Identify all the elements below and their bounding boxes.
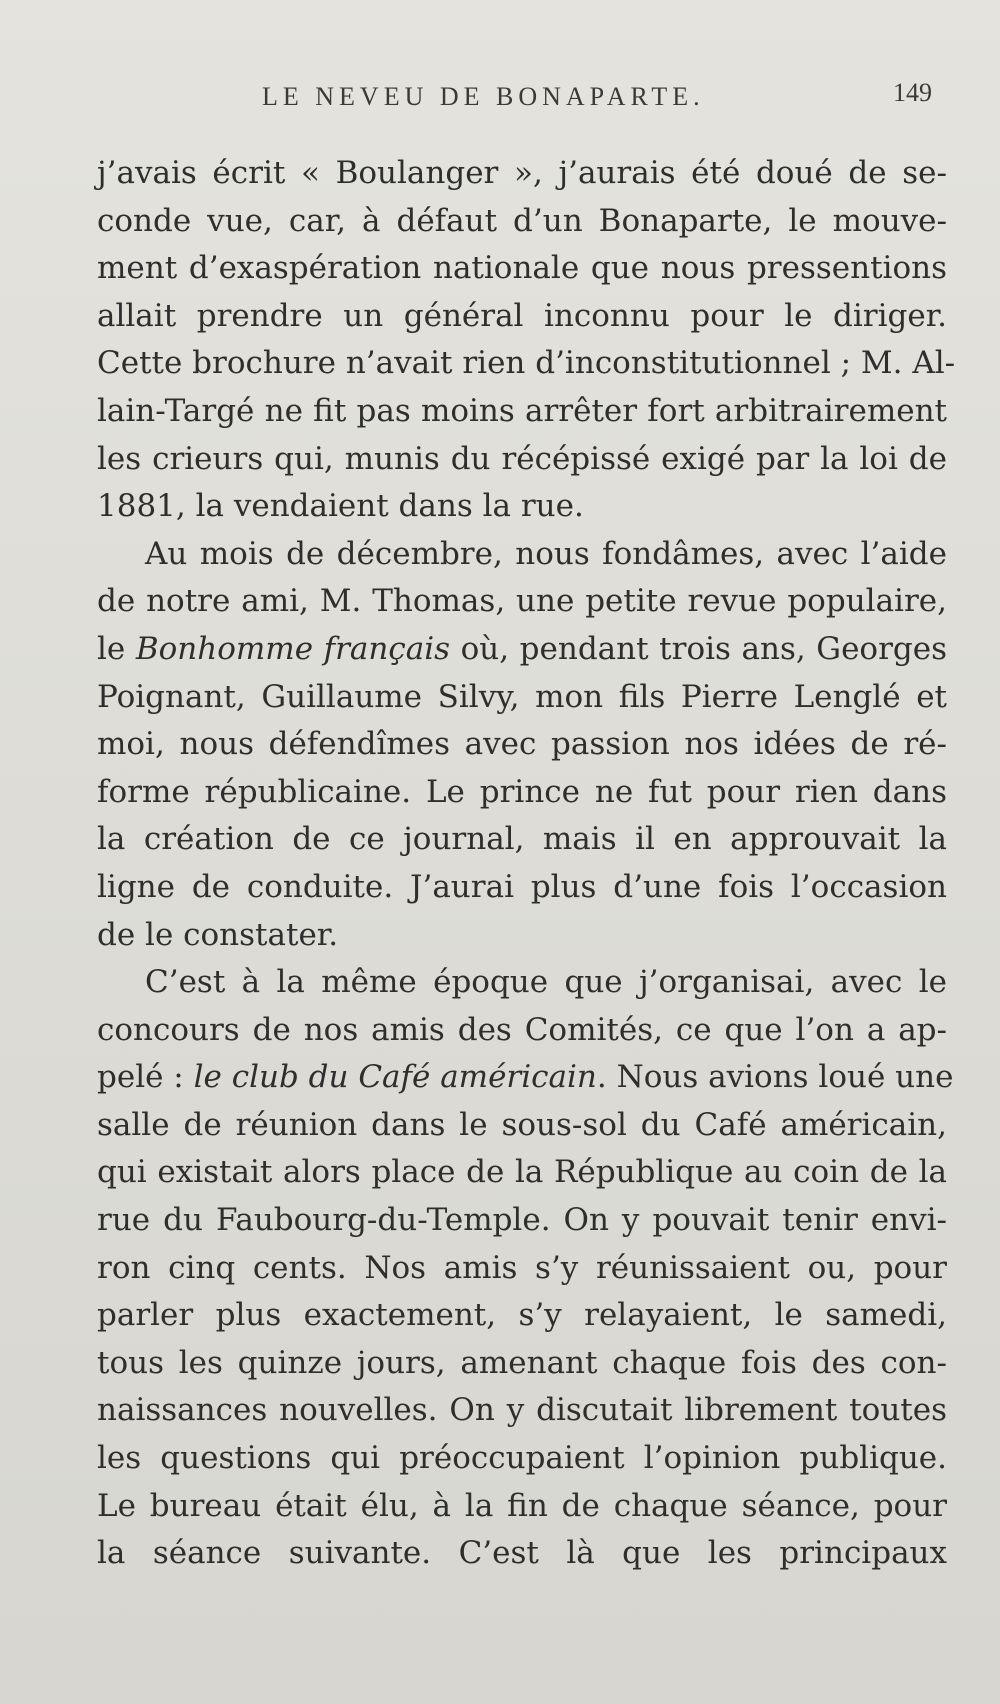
text-line: 1881, la vendaient dans la rue. (97, 488, 584, 525)
page-header (0, 74, 1000, 118)
text-line: Poignant, Guillaume Silvy, mon fils Pierre Lenglé et (97, 678, 947, 715)
page-number: 149 (893, 78, 932, 107)
text-line: la création de ce journal, mais il en approuvait la (97, 821, 947, 858)
text-line: Cette brochure n’avait rien d’inconstitutionnel ; M. Al- (97, 345, 956, 382)
paragraph (97, 531, 947, 959)
body-text (97, 150, 956, 1578)
text-line: la séance suivante. C’est là que les principaux (97, 1535, 947, 1572)
text-line: lain-Targé ne fit pas moins arrêter fort arbitrairement (97, 392, 947, 429)
running-title: LE NEVEU DE BONAPARTE. (262, 82, 705, 111)
text-run: le (97, 630, 136, 667)
text-line: de notre ami, M. Thomas, une petite revue populaire, (97, 583, 947, 620)
text-line: salle de réunion dans le sous-sol du Café américain, (97, 1106, 947, 1143)
text-line: Le bureau était élu, à la fin de chaque séance, pour (97, 1487, 947, 1524)
text-line: ligne de conduite. J’aurai plus d’une fois l’occasion (97, 868, 947, 905)
text-line: les crieurs qui, munis du récépissé exigé par la loi de (97, 440, 947, 477)
text-line: j’avais écrit « Boulanger », j’aurais été doué de se- (97, 155, 947, 191)
paragraph (97, 150, 956, 531)
text-run: pelé : (97, 1059, 194, 1096)
text-line (97, 626, 947, 674)
text-line: les questions qui préoccupaient l’opinion publique. (97, 1440, 947, 1477)
text-line: ron cinq cents. Nos amis s’y réunissaient ou, pour (97, 1249, 947, 1286)
text-line: moi, nous défendîmes avec passion nos idées de ré- (97, 726, 947, 763)
text-line: rue du Faubourg-du-Temple. On y pouvait tenir envi- (97, 1202, 947, 1239)
italic-name: le club du Café américain (193, 1059, 597, 1096)
text-run: . Nous avions loué une (596, 1059, 954, 1096)
text-line: parler plus exactement, s’y relayaient, le samedi, (97, 1297, 947, 1334)
text-line: C’est à la même époque que j’organisai, avec le (145, 964, 947, 1001)
text-line: de le constater. (97, 916, 339, 953)
text-line: Au mois de décembre, nous fondâmes, avec l’aide (145, 535, 947, 572)
text-line: forme républicaine. Le prince ne fut pour rien dans (97, 773, 947, 810)
text-run: où, pendant trois ans, Georges (450, 630, 948, 667)
text-line: naissances nouvelles. On y discutait librement toutes (97, 1392, 947, 1429)
text-line: qui existait alors place de la République au coin de la (97, 1154, 947, 1191)
paragraph (97, 959, 954, 1578)
text-line: concours de nos amis des Comités, ce que l’on a ap- (97, 1011, 947, 1048)
italic-title: Bonhomme français (135, 630, 451, 667)
text-line: ment d’exaspération nationale que nous pressentions (97, 250, 947, 287)
text-line (97, 1054, 954, 1102)
text-line: conde vue, car, à défaut d’un Bonaparte, le mouve- (97, 202, 947, 239)
text-line: allait prendre un général inconnu pour le diriger. (97, 297, 947, 334)
text-line: tous les quinze jours, amenant chaque fois des con- (97, 1344, 947, 1381)
